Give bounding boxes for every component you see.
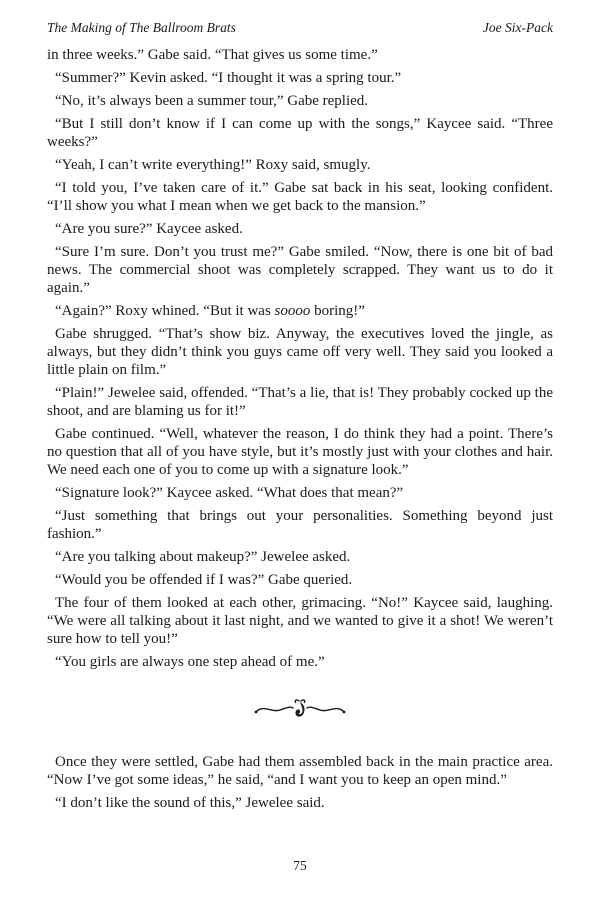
paragraph — [47, 302, 553, 320]
paragraph-text: boring!” — [310, 303, 365, 319]
header-author: Joe Six-Pack — [482, 20, 553, 35]
paragraph: “Would you be offended if I was?” Gabe queried. — [55, 572, 353, 588]
paragraph: “Summer?” Kevin asked. “I thought it was a spring tour.” — [55, 70, 402, 86]
paragraph: Gabe shrugged. “That’s show biz. Anyway, the executives loved the jingle, as always, but they didn’t think you guys came off very well. They said you looked a little plain on film.” — [47, 326, 553, 378]
header-book-title: The Making of The Ballroom Brats — [47, 20, 236, 35]
paragraph: “Are you sure?” Kaycee asked. — [55, 221, 243, 237]
page-body-text — [47, 46, 553, 817]
fleuron-ornament-icon — [252, 697, 348, 721]
paragraph: in three weeks.” Gabe said. “That gives us some time.” — [47, 47, 378, 63]
paragraph: Gabe continued. “Well, whatever the reason, I do think they had a point. There’s no question that all of you have style, but it’s mostly just with your clothes and hair. We need each one of you to come up with a signature look.” — [47, 426, 553, 478]
paragraph: Once they were settled, Gabe had them assembled back in the main practice area. “Now I’ve got some ideas,” he said, “and I want you to keep an open mind.” — [47, 754, 553, 788]
page-number: 75 — [293, 858, 307, 873]
paragraph: “No, it’s always been a summer tour,” Gabe replied. — [55, 93, 369, 109]
paragraph-emphasis: soooo — [274, 303, 311, 319]
paragraph: “But I still don’t know if I can come up with the songs,” Kaycee said. “Three weeks?” — [47, 116, 553, 150]
paragraph: “Plain!” Jewelee said, offended. “That’s a lie, that is! They probably cocked up the shoot, and are blaming us for it!” — [47, 385, 553, 419]
paragraph: The four of them looked at each other, grimacing. “No!” Kaycee said, laughing. “We were all talking about it last night, and we wanted to give it a shot! We weren’t sure how to tell you!” — [47, 595, 553, 647]
paragraph-text: “Again?” Roxy whined. “But it was — [55, 303, 275, 319]
paragraph: “I don’t like the sound of this,” Jewelee said. — [55, 795, 325, 811]
paragraph: “You girls are always one step ahead of me.” — [55, 654, 325, 670]
paragraph: “I told you, I’ve taken care of it.” Gabe sat back in his seat, looking confident. “I’ll show you what I mean when we get back to the mansion.” — [47, 180, 553, 214]
paragraph: “Are you talking about makeup?” Jewelee asked. — [55, 549, 351, 565]
scene-break — [47, 697, 553, 721]
paragraph: “Signature look?” Kaycee asked. “What does that mean?” — [55, 485, 404, 501]
paragraph: “Just something that brings out your personalities. Something beyond just fashion.” — [47, 508, 553, 542]
paragraph: “Sure I’m sure. Don’t you trust me?” Gabe smiled. “Now, there is one bit of bad news. The commercial shoot was completely scrapped. They want us to do it again.” — [47, 244, 553, 296]
running-header — [47, 20, 553, 36]
paragraph: “Yeah, I can’t write everything!” Roxy said, smugly. — [55, 157, 371, 173]
